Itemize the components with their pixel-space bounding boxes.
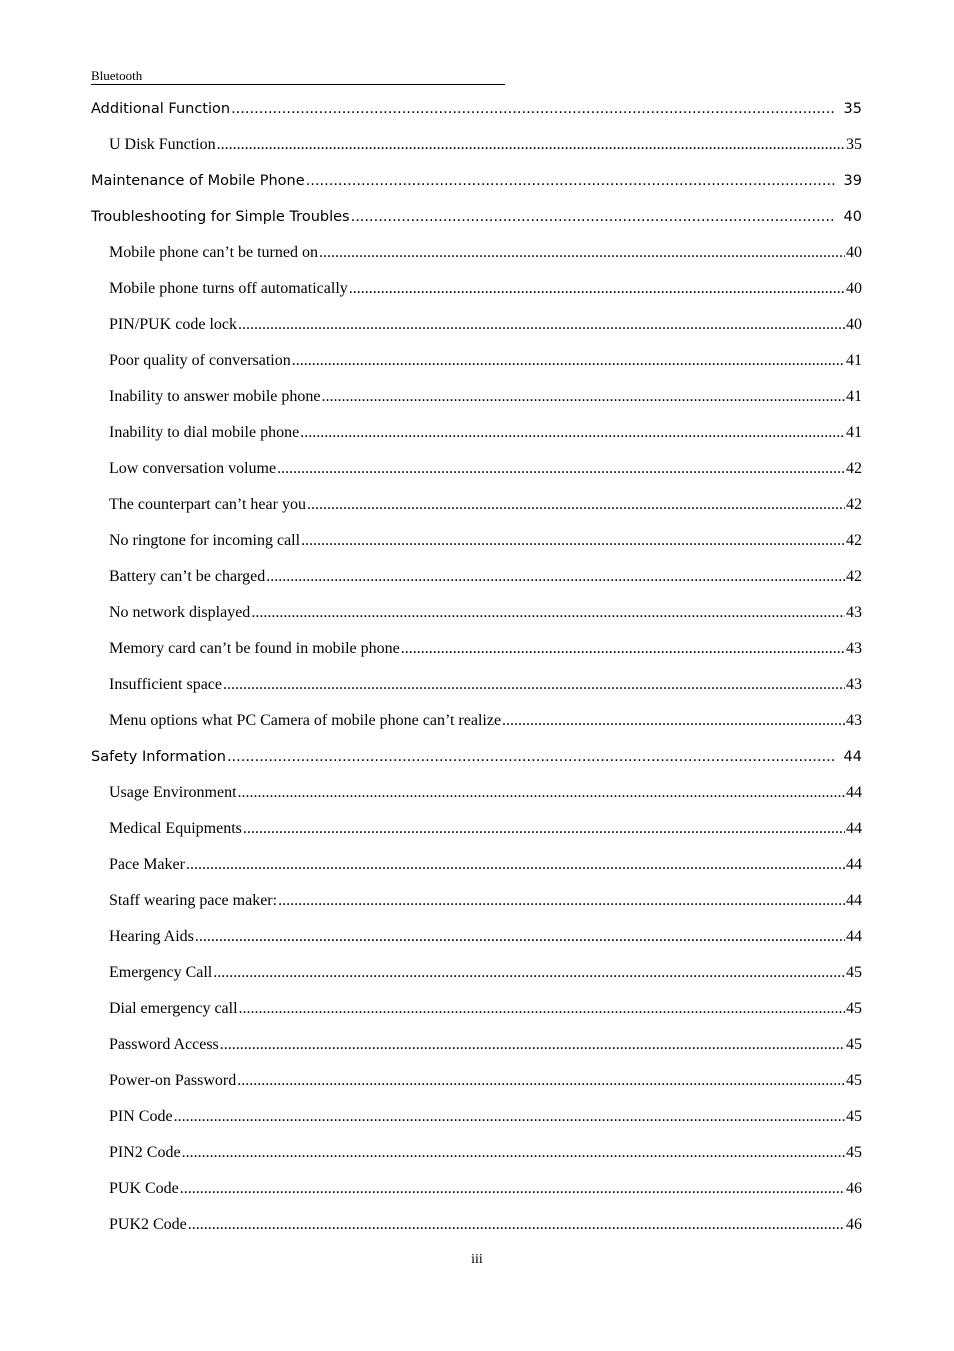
toc-chapter-entry[interactable] xyxy=(0,739,862,775)
toc-entry-title: Troubleshooting for Simple Troubles xyxy=(91,209,350,225)
toc-chapter-entry[interactable] xyxy=(0,163,862,199)
toc-dot-leader xyxy=(306,173,836,189)
toc-section-entry[interactable] xyxy=(0,1135,862,1171)
toc-entry-page: 42 xyxy=(846,496,862,513)
toc-section-entry[interactable] xyxy=(0,1063,862,1099)
toc-entry-title: U Disk Function xyxy=(109,136,216,153)
toc-entry-title: Mobile phone can’t be turned on xyxy=(109,244,318,261)
toc-entry-title: Low conversation volume xyxy=(109,460,277,477)
toc-section-entry[interactable] xyxy=(0,667,862,703)
toc-section-entry[interactable] xyxy=(0,1027,862,1063)
toc-dot-leader xyxy=(186,856,845,874)
toc-dot-leader xyxy=(243,820,845,838)
toc-dot-leader xyxy=(351,209,836,225)
toc-section-entry[interactable] xyxy=(0,415,862,451)
toc-dot-leader xyxy=(213,964,845,982)
toc-entry-page: 40 xyxy=(846,280,862,297)
toc-section-entry[interactable] xyxy=(0,811,862,847)
toc-dot-leader xyxy=(231,101,835,117)
toc-section-entry[interactable] xyxy=(0,955,862,991)
toc-entry-title: Emergency Call xyxy=(109,964,213,981)
toc-dot-leader xyxy=(322,388,845,406)
toc-entry-page: 40 xyxy=(846,244,862,261)
toc-dot-leader xyxy=(237,1072,845,1090)
toc-dot-leader xyxy=(238,316,845,334)
toc-section-entry[interactable] xyxy=(0,1171,862,1207)
toc-entry-title: Pace Maker xyxy=(109,856,185,873)
toc-dot-leader xyxy=(238,784,845,802)
toc-dot-leader xyxy=(277,460,845,478)
toc-section-entry[interactable] xyxy=(0,379,862,415)
toc-section-entry[interactable] xyxy=(0,703,862,739)
toc-entry-page: 43 xyxy=(846,604,862,621)
toc-entry-page: 42 xyxy=(846,532,862,549)
toc-entry-title: Staff wearing pace maker: xyxy=(109,892,278,909)
toc-dot-leader xyxy=(319,244,845,262)
toc-entry-page: 45 xyxy=(846,964,862,981)
toc-entry-title: PIN Code xyxy=(109,1108,173,1125)
toc-dot-leader xyxy=(349,280,845,298)
toc-entry-title: No network displayed xyxy=(109,604,251,621)
table-of-contents xyxy=(0,91,954,1243)
toc-section-entry[interactable] xyxy=(0,487,862,523)
toc-dot-leader xyxy=(266,568,845,586)
toc-entry-page: 40 xyxy=(846,316,862,333)
toc-entry-title: Insufficient space xyxy=(109,676,222,693)
toc-entry-title: Usage Environment xyxy=(109,784,237,801)
toc-section-entry[interactable] xyxy=(0,883,862,919)
toc-dot-leader xyxy=(301,532,845,550)
toc-dot-leader xyxy=(502,712,845,730)
toc-section-entry[interactable] xyxy=(0,847,862,883)
toc-entry-title: PUK2 Code xyxy=(109,1216,187,1233)
toc-dot-leader xyxy=(217,136,845,154)
toc-entry-title: Medical Equipments xyxy=(109,820,242,837)
toc-section-entry[interactable] xyxy=(0,1099,862,1135)
toc-section-entry[interactable] xyxy=(0,775,862,811)
toc-dot-leader xyxy=(307,496,845,514)
toc-entry-page: 44 xyxy=(846,856,862,873)
toc-entry-page: 42 xyxy=(846,460,862,477)
toc-entry-page: 44 xyxy=(846,820,862,837)
toc-entry-title: Memory card can’t be found in mobile phone xyxy=(109,640,400,657)
toc-dot-leader xyxy=(220,1036,845,1054)
page-number: iii xyxy=(471,1252,483,1267)
toc-entry-page: 44 xyxy=(843,749,862,765)
toc-dot-leader xyxy=(182,1144,845,1162)
toc-entry-title: Hearing Aids xyxy=(109,928,194,945)
toc-entry-title: PUK Code xyxy=(109,1180,179,1197)
toc-entry-title: Password Access xyxy=(109,1036,219,1053)
toc-entry-title: Safety Information xyxy=(91,749,226,765)
toc-entry-page: 35 xyxy=(843,101,862,117)
toc-entry-page: 44 xyxy=(846,928,862,945)
toc-entry-title: Inability to dial mobile phone xyxy=(109,424,300,441)
toc-entry-page: 45 xyxy=(846,1000,862,1017)
toc-dot-leader xyxy=(227,749,836,765)
toc-entry-page: 41 xyxy=(846,388,862,405)
toc-entry-page: 41 xyxy=(846,424,862,441)
toc-section-entry[interactable] xyxy=(0,631,862,667)
toc-entry-title: Poor quality of conversation xyxy=(109,352,291,369)
toc-section-entry[interactable] xyxy=(0,991,862,1027)
toc-section-entry[interactable] xyxy=(0,919,862,955)
toc-section-entry[interactable] xyxy=(0,235,862,271)
toc-chapter-entry[interactable] xyxy=(0,199,862,235)
toc-entry-page: 45 xyxy=(846,1036,862,1053)
toc-dot-leader xyxy=(292,352,845,370)
running-header: Bluetooth xyxy=(91,68,505,85)
toc-section-entry[interactable] xyxy=(0,1207,862,1243)
toc-entry-page: 45 xyxy=(846,1108,862,1125)
toc-section-entry[interactable] xyxy=(0,343,862,379)
toc-dot-leader xyxy=(223,676,845,694)
toc-section-entry[interactable] xyxy=(0,523,862,559)
toc-entry-page: 43 xyxy=(846,640,862,657)
toc-section-entry[interactable] xyxy=(0,307,862,343)
toc-entry-page: 41 xyxy=(846,352,862,369)
toc-entry-title: PIN2 Code xyxy=(109,1144,181,1161)
toc-section-entry[interactable] xyxy=(0,451,862,487)
toc-entry-title: Menu options what PC Camera of mobile phone can’t realize xyxy=(109,712,502,729)
toc-dot-leader xyxy=(251,604,845,622)
toc-dot-leader xyxy=(188,1216,845,1234)
toc-entry-page: 35 xyxy=(846,136,862,153)
toc-entry-page: 39 xyxy=(843,173,862,189)
toc-entry-title: Inability to answer mobile phone xyxy=(109,388,321,405)
toc-section-entry[interactable] xyxy=(0,559,862,595)
toc-section-entry[interactable] xyxy=(0,271,862,307)
toc-entry-page: 44 xyxy=(846,784,862,801)
toc-entry-page: 43 xyxy=(846,676,862,693)
toc-dot-leader xyxy=(278,892,845,910)
toc-entry-page: 44 xyxy=(846,892,862,909)
toc-dot-leader xyxy=(180,1180,845,1198)
toc-dot-leader xyxy=(195,928,845,946)
toc-entry-page: 46 xyxy=(846,1216,862,1233)
toc-dot-leader xyxy=(239,1000,845,1018)
toc-entry-title: Mobile phone turns off automatically xyxy=(109,280,348,297)
toc-entry-page: 43 xyxy=(846,712,862,729)
toc-entry-title: Battery can’t be charged xyxy=(109,568,266,585)
toc-entry-title: No ringtone for incoming call xyxy=(109,532,301,549)
toc-entry-title: Dial emergency call xyxy=(109,1000,238,1017)
toc-chapter-entry[interactable] xyxy=(0,91,862,127)
toc-entry-page: 42 xyxy=(846,568,862,585)
toc-entry-page: 46 xyxy=(846,1180,862,1197)
toc-dot-leader xyxy=(174,1108,845,1126)
toc-dot-leader xyxy=(401,640,845,658)
toc-entry-title: The counterpart can’t hear you xyxy=(109,496,306,513)
toc-section-entry[interactable] xyxy=(0,127,862,163)
toc-entry-title: PIN/PUK code lock xyxy=(109,316,237,333)
toc-entry-title: Maintenance of Mobile Phone xyxy=(91,173,305,189)
toc-entry-page: 45 xyxy=(846,1072,862,1089)
toc-entry-page: 40 xyxy=(843,209,862,225)
toc-entry-page: 45 xyxy=(846,1144,862,1161)
toc-dot-leader xyxy=(300,424,845,442)
toc-section-entry[interactable] xyxy=(0,595,862,631)
toc-entry-title: Additional Function xyxy=(91,101,231,117)
toc-entry-title: Power-on Password xyxy=(109,1072,237,1089)
